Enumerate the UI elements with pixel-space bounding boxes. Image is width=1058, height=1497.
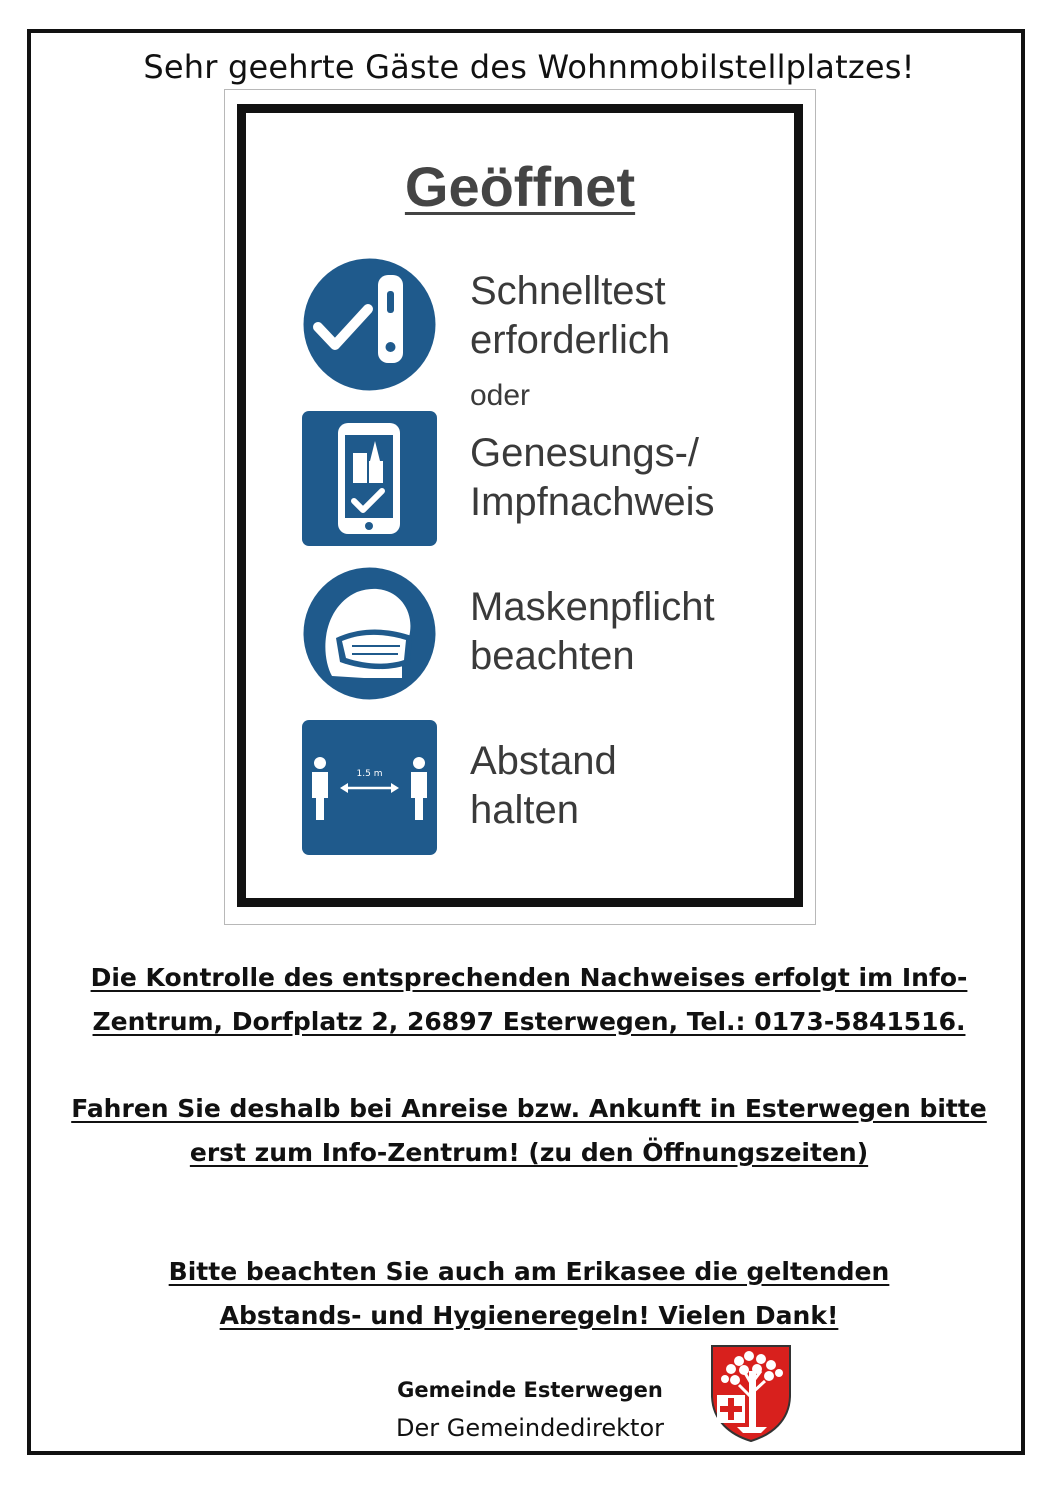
distance-line-1: Abstand	[470, 739, 617, 783]
mask-line-1: Maskenpflicht	[470, 585, 715, 629]
paragraph-arrival-line-2: erst zum Info-Zentrum! (zu den Öffnungszeiten)	[189, 1138, 869, 1167]
certificate-line-2: Impfnachweis	[470, 480, 715, 524]
paragraph-arrival	[30, 1087, 1028, 1175]
distance-label: 1.5 m	[356, 769, 383, 779]
separator-text: oder	[470, 379, 531, 412]
certificate-text	[470, 429, 715, 527]
paragraph-erikasee-line-2: Abstands- und Hygieneregeln! Vielen Dank!	[219, 1301, 839, 1330]
distance-text	[470, 737, 617, 835]
face-mask-icon	[302, 566, 437, 701]
paragraph-control-line-1: Die Kontrolle des entsprechenden Nachweises erfolgt im Info-	[90, 963, 968, 992]
mask-line-2: beachten	[470, 634, 635, 678]
paragraph-arrival-line-1: Fahren Sie deshalb bei Anreise bzw. Ankunft in Esterwegen bitte	[71, 1094, 987, 1123]
rapid-test-text	[470, 267, 670, 365]
rapid-test-icon	[302, 257, 437, 392]
distance-line-2: halten	[470, 788, 579, 832]
distance-icon	[302, 720, 437, 855]
signature-role: Der Gemeindedirektor	[396, 1414, 664, 1442]
rapid-test-line-2: erforderlich	[470, 318, 671, 362]
paragraph-control	[30, 956, 1028, 1044]
rapid-test-line-1: Schnelltest	[470, 269, 666, 313]
mask-text	[470, 583, 715, 681]
paragraph-erikasee	[30, 1250, 1028, 1338]
phone-certificate-icon	[302, 411, 437, 546]
sign-title: Geöffnet	[404, 155, 636, 218]
certificate-line-1: Genesungs-/	[470, 431, 700, 475]
coat-of-arms-icon	[709, 1343, 793, 1443]
signature-org: Gemeinde Esterwegen	[397, 1378, 663, 1402]
greeting-heading: Sehr geehrte Gäste des Wohnmobilstellplatzes!	[143, 48, 915, 86]
paragraph-erikasee-line-1: Bitte beachten Sie auch am Erikasee die geltenden	[168, 1257, 890, 1286]
paragraph-control-line-2: Zentrum, Dorfplatz 2, 26897 Esterwegen, Tel.: 0173-5841516.	[92, 1007, 966, 1036]
